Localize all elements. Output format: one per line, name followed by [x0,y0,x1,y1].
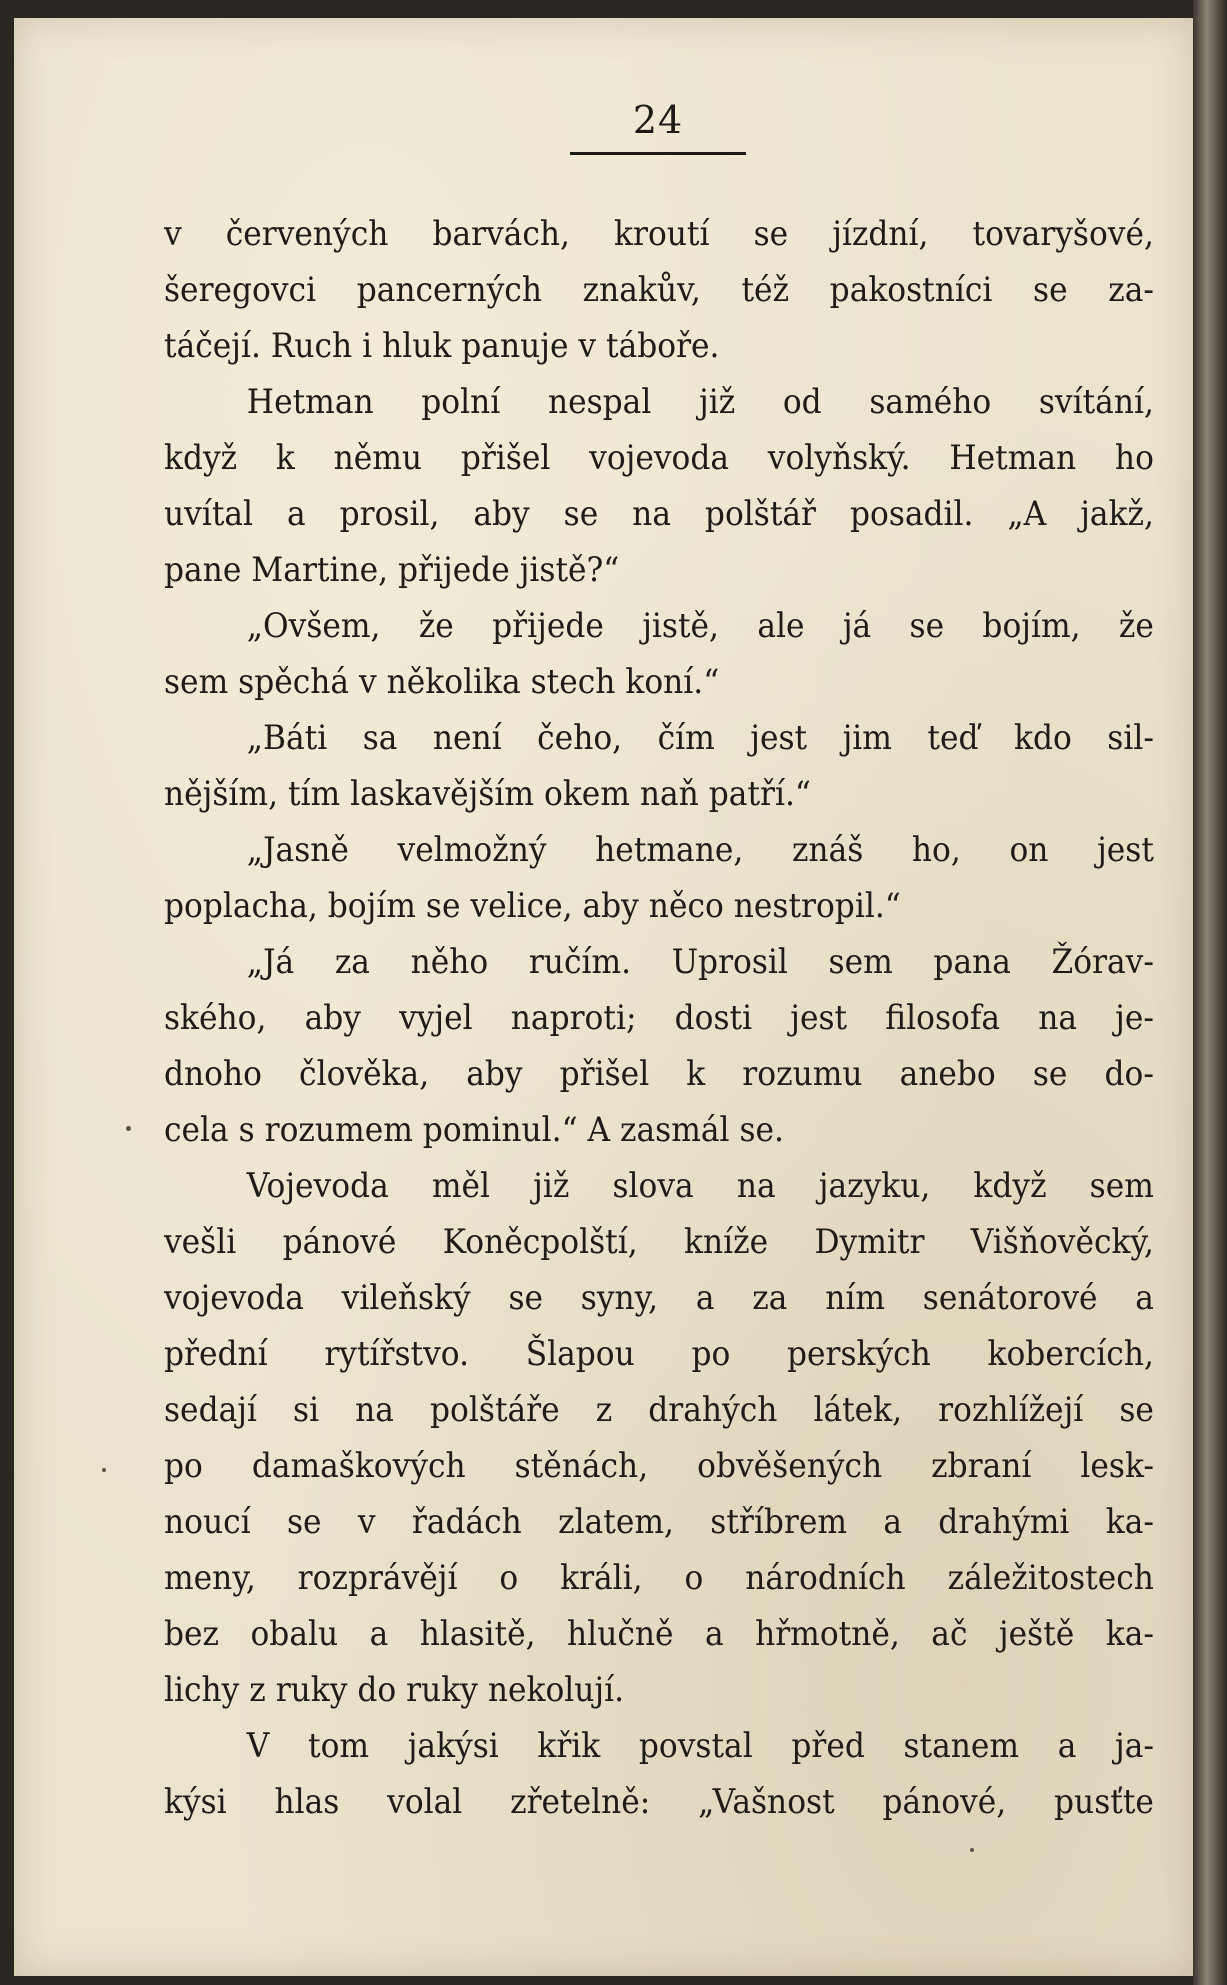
text-line: meny, rozprávějí o králi, o národních záležitostech [164,1558,1154,1598]
text-line: nějším, tím laskavějším okem naň patří.“ [164,774,811,814]
text-line: vešli pánové Koněcpolští, kníže Dymitr Višňověcký, [164,1222,1154,1262]
text-line: sedají si na polštáře z drahých látek, rozhlížejí se [164,1390,1154,1430]
text-line: sem spěchá v několika stech koní.“ [164,662,720,702]
text-line: uvítal a prosil, aby se na polštář posadil. „A jakž, [164,494,1154,534]
text-line: vojevoda vileňský se syny, a za ním senátorové a [164,1278,1154,1318]
text-line: když k němu přišel vojevoda volyňský. Hetman ho [164,438,1154,478]
header-rule [570,152,746,155]
text-line: V tom jakýsi křik povstal před stanem a ja- [246,1726,1154,1766]
text-line: dnoho člověka, aby přišel k rozumu anebo se do- [164,1054,1154,1094]
text-line: táčejí. Ruch i hluk panuje v táboře. [164,326,720,366]
text-line: noucí se v řadách zlatem, stříbrem a drahými ka- [164,1502,1154,1542]
text-line: pane Martine, přijede jistě?“ [164,550,620,590]
text-line: lichy z ruky do ruky nekolují. [164,1670,625,1710]
ink-speck [126,1126,131,1131]
text-line: cela s rozumem pominul.“ A zasmál se. [164,1110,784,1150]
text-line: přední rytířstvo. Šlapou po perských kobercích, [164,1334,1154,1374]
text-line: „Báti sa není čeho, čím jest jim teď kdo sil- [246,718,1154,758]
book-page [14,18,1194,1976]
text-line: ského, aby vyjel naproti; dosti jest filosofa na je- [164,998,1154,1038]
book-spine-edge [1193,0,1227,1985]
text-line: bez obalu a hlasitě, hlučně a hřmotně, ač ještě ka- [164,1614,1154,1654]
text-line: v červených barvách, kroutí se jízdní, tovaryšové, [164,214,1154,254]
page-header [570,98,746,155]
text-line: šeregovci pancerných znakův, též pakostníci se za- [164,270,1154,310]
text-line: kýsi hlas volal zřetelně: „Vašnost pánové, pusťte [164,1782,1154,1822]
text-line: „Já za něho ručím. Uprosil sem pana Žórav- [246,942,1154,982]
text-line: Vojevoda měl již slova na jazyku, když sem [246,1166,1154,1206]
text-line: „Jasně velmožný hetmane, znáš ho, on jest [246,830,1154,870]
text-line: poplacha, bojím se velice, aby něco nestropil.“ [164,886,901,926]
text-line: po damaškových stěnách, obvěšených zbraní lesk- [164,1446,1154,1486]
text-line: Hetman polní nespal již od samého svítání, [246,382,1154,422]
page-number: 24 [632,98,684,142]
ink-speck [970,1848,974,1852]
text-line: „Ovšem, že přijede jistě, ale já se bojím, že [246,606,1154,646]
ink-speck [102,1468,106,1472]
